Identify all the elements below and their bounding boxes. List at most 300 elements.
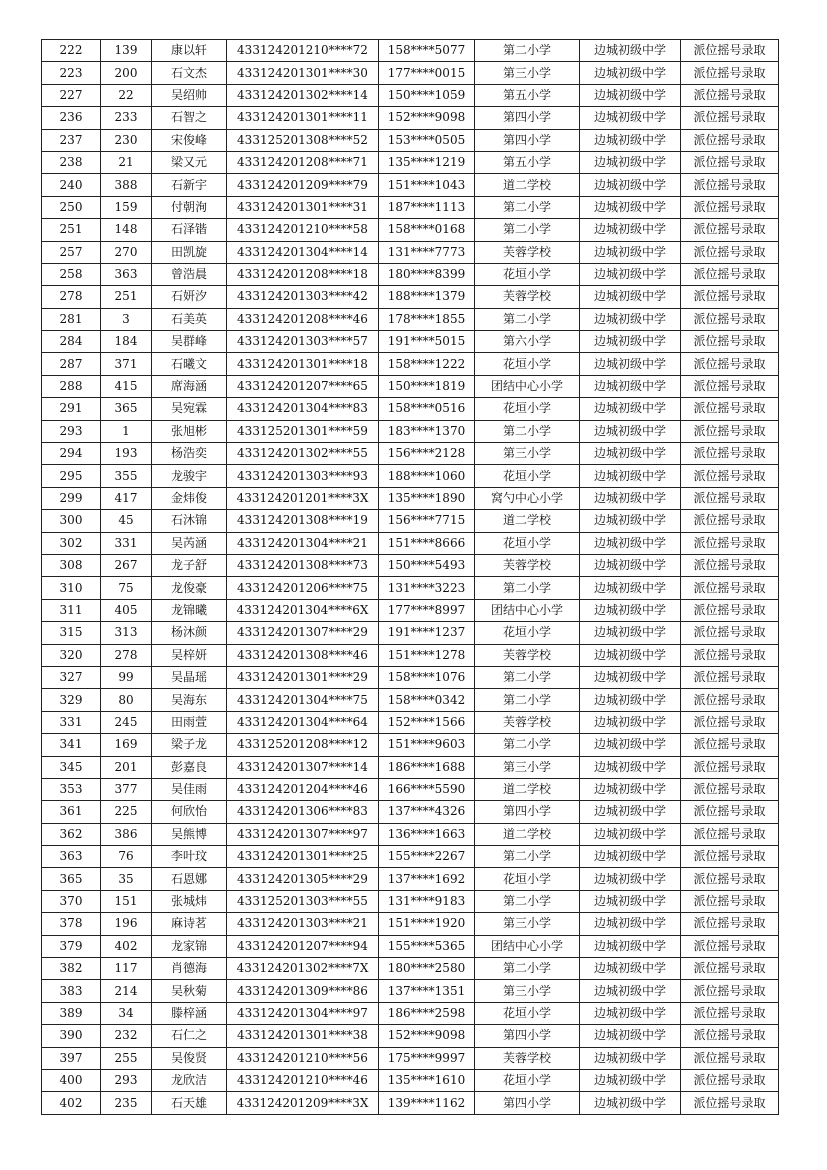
- id-number-cell: 433124201204****46: [227, 778, 379, 800]
- assigned-school-cell: 边城初级中学: [580, 980, 681, 1002]
- phone-cell: 153****0505: [379, 129, 475, 151]
- lottery-number-cell: 75: [101, 577, 152, 599]
- primary-school-cell: 芙蓉学校: [475, 644, 580, 666]
- id-number-cell: 433124201308****73: [227, 554, 379, 576]
- id-number-cell: 433124201304****6X: [227, 599, 379, 621]
- primary-school-cell: 第三小学: [475, 913, 580, 935]
- lottery-number-cell: 245: [101, 711, 152, 733]
- phone-cell: 166****5590: [379, 778, 475, 800]
- student-name-cell: 吴群峰: [152, 331, 227, 353]
- id-number-cell: 433124201303****21: [227, 913, 379, 935]
- admission-method-cell: 派位摇号录取: [681, 487, 779, 509]
- admission-method-cell: 派位摇号录取: [681, 958, 779, 980]
- table-row: [42, 510, 779, 532]
- lottery-number-cell: 139: [101, 40, 152, 62]
- primary-school-cell: 第三小学: [475, 980, 580, 1002]
- primary-school-cell: 道二学校: [475, 823, 580, 845]
- table-row: [42, 129, 779, 151]
- student-name-cell: 石恩娜: [152, 868, 227, 890]
- admission-method-cell: 派位摇号录取: [681, 823, 779, 845]
- lottery-number-cell: 293: [101, 1069, 152, 1091]
- primary-school-cell: 花垣小学: [475, 532, 580, 554]
- admission-method-cell: 派位摇号录取: [681, 689, 779, 711]
- primary-school-cell: 第五小学: [475, 84, 580, 106]
- primary-school-cell: 芙蓉学校: [475, 554, 580, 576]
- table-row: [42, 935, 779, 957]
- phone-cell: 150****1059: [379, 84, 475, 106]
- primary-school-cell: 花垣小学: [475, 353, 580, 375]
- assigned-school-cell: 边城初级中学: [580, 622, 681, 644]
- primary-school-cell: 团结中心小学: [475, 375, 580, 397]
- primary-school-cell: 第三小学: [475, 756, 580, 778]
- id-number-cell: 433124201301****11: [227, 107, 379, 129]
- admission-method-cell: 派位摇号录取: [681, 913, 779, 935]
- admission-method-cell: 派位摇号录取: [681, 308, 779, 330]
- id-number-cell: 433124201301****25: [227, 846, 379, 868]
- serial-cell: 353: [42, 778, 101, 800]
- phone-cell: 135****1890: [379, 487, 475, 509]
- serial-cell: 365: [42, 868, 101, 890]
- primary-school-cell: 花垣小学: [475, 263, 580, 285]
- serial-cell: 237: [42, 129, 101, 151]
- serial-cell: 223: [42, 62, 101, 84]
- phone-cell: 135****1219: [379, 151, 475, 173]
- id-number-cell: 433124201302****14: [227, 84, 379, 106]
- phone-cell: 178****1855: [379, 308, 475, 330]
- id-number-cell: 433124201307****29: [227, 622, 379, 644]
- primary-school-cell: 窝勺中心小学: [475, 487, 580, 509]
- assigned-school-cell: 边城初级中学: [580, 308, 681, 330]
- student-name-cell: 付朝洵: [152, 196, 227, 218]
- primary-school-cell: 花垣小学: [475, 868, 580, 890]
- serial-cell: 299: [42, 487, 101, 509]
- serial-cell: 389: [42, 1002, 101, 1024]
- phone-cell: 180****2580: [379, 958, 475, 980]
- assigned-school-cell: 边城初级中学: [580, 711, 681, 733]
- primary-school-cell: 第三小学: [475, 62, 580, 84]
- primary-school-cell: 第二小学: [475, 196, 580, 218]
- admission-method-cell: 派位摇号录取: [681, 532, 779, 554]
- primary-school-cell: 花垣小学: [475, 1069, 580, 1091]
- admission-method-cell: 派位摇号录取: [681, 711, 779, 733]
- assigned-school-cell: 边城初级中学: [580, 174, 681, 196]
- id-number-cell: 433124201210****56: [227, 1047, 379, 1069]
- lottery-number-cell: 1: [101, 420, 152, 442]
- lottery-number-cell: 270: [101, 241, 152, 263]
- serial-cell: 294: [42, 443, 101, 465]
- serial-cell: 291: [42, 398, 101, 420]
- phone-cell: 150****1819: [379, 375, 475, 397]
- admission-method-cell: 派位摇号录取: [681, 196, 779, 218]
- phone-cell: 137****1351: [379, 980, 475, 1002]
- serial-cell: 278: [42, 286, 101, 308]
- lottery-number-cell: 117: [101, 958, 152, 980]
- table-row: [42, 599, 779, 621]
- phone-cell: 155****5365: [379, 935, 475, 957]
- id-number-cell: 433124201201****3X: [227, 487, 379, 509]
- student-name-cell: 李叶玟: [152, 846, 227, 868]
- lottery-number-cell: 200: [101, 62, 152, 84]
- phone-cell: 131****7773: [379, 241, 475, 263]
- serial-cell: 281: [42, 308, 101, 330]
- table-row: [42, 241, 779, 263]
- assigned-school-cell: 边城初级中学: [580, 375, 681, 397]
- admission-method-cell: 派位摇号录取: [681, 846, 779, 868]
- admission-method-cell: 派位摇号录取: [681, 980, 779, 1002]
- assigned-school-cell: 边城初级中学: [580, 890, 681, 912]
- primary-school-cell: 第四小学: [475, 1092, 580, 1114]
- admission-method-cell: 派位摇号录取: [681, 622, 779, 644]
- serial-cell: 402: [42, 1092, 101, 1114]
- lottery-number-cell: 377: [101, 778, 152, 800]
- primary-school-cell: 第二小学: [475, 958, 580, 980]
- lottery-number-cell: 80: [101, 689, 152, 711]
- admission-method-cell: 派位摇号录取: [681, 935, 779, 957]
- lottery-number-cell: 201: [101, 756, 152, 778]
- id-number-cell: 433124201301****18: [227, 353, 379, 375]
- phone-cell: 156****2128: [379, 443, 475, 465]
- lottery-number-cell: 386: [101, 823, 152, 845]
- serial-cell: 300: [42, 510, 101, 532]
- table-row: [42, 868, 779, 890]
- lottery-number-cell: 355: [101, 465, 152, 487]
- serial-cell: 288: [42, 375, 101, 397]
- phone-cell: 151****9603: [379, 734, 475, 756]
- serial-cell: 315: [42, 622, 101, 644]
- serial-cell: 227: [42, 84, 101, 106]
- serial-cell: 284: [42, 331, 101, 353]
- admission-method-cell: 派位摇号录取: [681, 801, 779, 823]
- lottery-number-cell: 214: [101, 980, 152, 1002]
- lottery-number-cell: 22: [101, 84, 152, 106]
- table-row: [42, 420, 779, 442]
- admission-method-cell: 派位摇号录取: [681, 398, 779, 420]
- student-name-cell: 吴晶瑶: [152, 666, 227, 688]
- student-name-cell: 石智之: [152, 107, 227, 129]
- phone-cell: 177****8997: [379, 599, 475, 621]
- id-number-cell: 433124201303****42: [227, 286, 379, 308]
- serial-cell: 383: [42, 980, 101, 1002]
- serial-cell: 320: [42, 644, 101, 666]
- primary-school-cell: 团结中心小学: [475, 599, 580, 621]
- serial-cell: 382: [42, 958, 101, 980]
- table-row: [42, 913, 779, 935]
- admission-method-cell: 派位摇号录取: [681, 756, 779, 778]
- serial-cell: 397: [42, 1047, 101, 1069]
- phone-cell: 151****1043: [379, 174, 475, 196]
- serial-cell: 293: [42, 420, 101, 442]
- primary-school-cell: 芙蓉学校: [475, 711, 580, 733]
- student-name-cell: 吴宛霖: [152, 398, 227, 420]
- student-name-cell: 石曦文: [152, 353, 227, 375]
- serial-cell: 238: [42, 151, 101, 173]
- admission-method-cell: 派位摇号录取: [681, 331, 779, 353]
- table-row: [42, 577, 779, 599]
- lottery-number-cell: 405: [101, 599, 152, 621]
- id-number-cell: 433124201301****29: [227, 666, 379, 688]
- id-number-cell: 433124201304****97: [227, 1002, 379, 1024]
- table-row: [42, 487, 779, 509]
- student-name-cell: 麻诗茗: [152, 913, 227, 935]
- table-row: [42, 532, 779, 554]
- lottery-number-cell: 21: [101, 151, 152, 173]
- assigned-school-cell: 边城初级中学: [580, 487, 681, 509]
- student-name-cell: 田雨萱: [152, 711, 227, 733]
- admission-method-cell: 派位摇号录取: [681, 599, 779, 621]
- table-row: [42, 308, 779, 330]
- assigned-school-cell: 边城初级中学: [580, 734, 681, 756]
- id-number-cell: 433124201210****58: [227, 219, 379, 241]
- assigned-school-cell: 边城初级中学: [580, 443, 681, 465]
- student-name-cell: 吴秋菊: [152, 980, 227, 1002]
- admission-method-cell: 派位摇号录取: [681, 644, 779, 666]
- serial-cell: 327: [42, 666, 101, 688]
- lottery-number-cell: 255: [101, 1047, 152, 1069]
- lottery-number-cell: 233: [101, 107, 152, 129]
- serial-cell: 345: [42, 756, 101, 778]
- primary-school-cell: 团结中心小学: [475, 935, 580, 957]
- student-name-cell: 梁又元: [152, 151, 227, 173]
- table-row: [42, 151, 779, 173]
- admission-method-cell: 派位摇号录取: [681, 420, 779, 442]
- phone-cell: 158****0342: [379, 689, 475, 711]
- assigned-school-cell: 边城初级中学: [580, 263, 681, 285]
- id-number-cell: 433124201207****94: [227, 935, 379, 957]
- id-number-cell: 433124201302****7X: [227, 958, 379, 980]
- assigned-school-cell: 边城初级中学: [580, 1025, 681, 1047]
- id-number-cell: 433125201308****52: [227, 129, 379, 151]
- assigned-school-cell: 边城初级中学: [580, 420, 681, 442]
- phone-cell: 186****1688: [379, 756, 475, 778]
- serial-cell: 240: [42, 174, 101, 196]
- student-name-cell: 肖德海: [152, 958, 227, 980]
- assigned-school-cell: 边城初级中学: [580, 1002, 681, 1024]
- lottery-number-cell: 225: [101, 801, 152, 823]
- primary-school-cell: 第六小学: [475, 331, 580, 353]
- student-name-cell: 梁子龙: [152, 734, 227, 756]
- phone-cell: 136****1663: [379, 823, 475, 845]
- assigned-school-cell: 边城初级中学: [580, 823, 681, 845]
- admission-method-cell: 派位摇号录取: [681, 510, 779, 532]
- id-number-cell: 433124201304****75: [227, 689, 379, 711]
- id-number-cell: 433124201208****46: [227, 308, 379, 330]
- assigned-school-cell: 边城初级中学: [580, 577, 681, 599]
- phone-cell: 156****7715: [379, 510, 475, 532]
- lottery-number-cell: 169: [101, 734, 152, 756]
- student-name-cell: 张旭彬: [152, 420, 227, 442]
- student-name-cell: 石新宇: [152, 174, 227, 196]
- admission-method-cell: 派位摇号录取: [681, 1002, 779, 1024]
- lottery-number-cell: 267: [101, 554, 152, 576]
- admission-method-cell: 派位摇号录取: [681, 151, 779, 173]
- table-row: [42, 666, 779, 688]
- phone-cell: 187****1113: [379, 196, 475, 218]
- serial-cell: 331: [42, 711, 101, 733]
- serial-cell: 258: [42, 263, 101, 285]
- phone-cell: 152****9098: [379, 1025, 475, 1047]
- primary-school-cell: 道二学校: [475, 510, 580, 532]
- id-number-cell: 433124201301****30: [227, 62, 379, 84]
- student-name-cell: 曾浩晨: [152, 263, 227, 285]
- phone-cell: 131****3223: [379, 577, 475, 599]
- admission-method-cell: 派位摇号录取: [681, 734, 779, 756]
- phone-cell: 151****8666: [379, 532, 475, 554]
- phone-cell: 139****1162: [379, 1092, 475, 1114]
- admission-method-cell: 派位摇号录取: [681, 1047, 779, 1069]
- assigned-school-cell: 边城初级中学: [580, 129, 681, 151]
- lottery-number-cell: 232: [101, 1025, 152, 1047]
- phone-cell: 158****1222: [379, 353, 475, 375]
- phone-cell: 131****9183: [379, 890, 475, 912]
- student-name-cell: 吴佳雨: [152, 778, 227, 800]
- admission-method-cell: 派位摇号录取: [681, 554, 779, 576]
- serial-cell: 361: [42, 801, 101, 823]
- primary-school-cell: 第二小学: [475, 40, 580, 62]
- serial-cell: 390: [42, 1025, 101, 1047]
- table-row: [42, 196, 779, 218]
- serial-cell: 379: [42, 935, 101, 957]
- student-name-cell: 龙子舒: [152, 554, 227, 576]
- phone-cell: 151****1920: [379, 913, 475, 935]
- lottery-number-cell: 184: [101, 331, 152, 353]
- student-name-cell: 何欣怡: [152, 801, 227, 823]
- primary-school-cell: 第四小学: [475, 107, 580, 129]
- student-name-cell: 吴绍帅: [152, 84, 227, 106]
- table-row: [42, 219, 779, 241]
- phone-cell: 158****0516: [379, 398, 475, 420]
- student-name-cell: 金炜俊: [152, 487, 227, 509]
- student-name-cell: 龙锦曦: [152, 599, 227, 621]
- assigned-school-cell: 边城初级中学: [580, 689, 681, 711]
- id-number-cell: 433124201208****18: [227, 263, 379, 285]
- phone-cell: 158****1076: [379, 666, 475, 688]
- lottery-number-cell: 76: [101, 846, 152, 868]
- assigned-school-cell: 边城初级中学: [580, 219, 681, 241]
- phone-cell: 152****9098: [379, 107, 475, 129]
- table-row: [42, 756, 779, 778]
- admission-table-body: [42, 40, 779, 1115]
- lottery-number-cell: 331: [101, 532, 152, 554]
- table-row: [42, 1069, 779, 1091]
- phone-cell: 175****9997: [379, 1047, 475, 1069]
- table-row: [42, 465, 779, 487]
- table-row: [42, 353, 779, 375]
- id-number-cell: 433124201210****46: [227, 1069, 379, 1091]
- primary-school-cell: 第五小学: [475, 151, 580, 173]
- table-row: [42, 398, 779, 420]
- assigned-school-cell: 边城初级中学: [580, 465, 681, 487]
- lottery-number-cell: 278: [101, 644, 152, 666]
- assigned-school-cell: 边城初级中学: [580, 62, 681, 84]
- phone-cell: 135****1610: [379, 1069, 475, 1091]
- table-row: [42, 107, 779, 129]
- id-number-cell: 433124201304****83: [227, 398, 379, 420]
- admission-method-cell: 派位摇号录取: [681, 1092, 779, 1114]
- admission-method-cell: 派位摇号录取: [681, 129, 779, 151]
- student-name-cell: 张城炜: [152, 890, 227, 912]
- serial-cell: 329: [42, 689, 101, 711]
- table-row: [42, 263, 779, 285]
- assigned-school-cell: 边城初级中学: [580, 107, 681, 129]
- table-row: [42, 84, 779, 106]
- admission-method-cell: 派位摇号录取: [681, 465, 779, 487]
- primary-school-cell: 第三小学: [475, 443, 580, 465]
- admission-method-cell: 派位摇号录取: [681, 577, 779, 599]
- serial-cell: 236: [42, 107, 101, 129]
- student-name-cell: 宋俊峰: [152, 129, 227, 151]
- primary-school-cell: 花垣小学: [475, 1002, 580, 1024]
- table-row: [42, 443, 779, 465]
- phone-cell: 183****1370: [379, 420, 475, 442]
- assigned-school-cell: 边城初级中学: [580, 241, 681, 263]
- lottery-number-cell: 365: [101, 398, 152, 420]
- serial-cell: 250: [42, 196, 101, 218]
- phone-cell: 191****1237: [379, 622, 475, 644]
- phone-cell: 137****4326: [379, 801, 475, 823]
- table-row: [42, 846, 779, 868]
- primary-school-cell: 道二学校: [475, 174, 580, 196]
- table-row: [42, 62, 779, 84]
- lottery-number-cell: 230: [101, 129, 152, 151]
- lottery-number-cell: 151: [101, 890, 152, 912]
- student-name-cell: 吴海东: [152, 689, 227, 711]
- lottery-number-cell: 34: [101, 1002, 152, 1024]
- phone-cell: 158****0168: [379, 219, 475, 241]
- primary-school-cell: 花垣小学: [475, 465, 580, 487]
- primary-school-cell: 第二小学: [475, 734, 580, 756]
- id-number-cell: 433124201309****86: [227, 980, 379, 1002]
- admission-method-cell: 派位摇号录取: [681, 174, 779, 196]
- assigned-school-cell: 边城初级中学: [580, 846, 681, 868]
- primary-school-cell: 花垣小学: [475, 398, 580, 420]
- phone-cell: 152****1566: [379, 711, 475, 733]
- serial-cell: 251: [42, 219, 101, 241]
- student-name-cell: 彭嘉良: [152, 756, 227, 778]
- lottery-number-cell: 196: [101, 913, 152, 935]
- assigned-school-cell: 边城初级中学: [580, 398, 681, 420]
- serial-cell: 311: [42, 599, 101, 621]
- id-number-cell: 433124201302****55: [227, 443, 379, 465]
- primary-school-cell: 第二小学: [475, 890, 580, 912]
- assigned-school-cell: 边城初级中学: [580, 801, 681, 823]
- assigned-school-cell: 边城初级中学: [580, 913, 681, 935]
- serial-cell: 363: [42, 846, 101, 868]
- assigned-school-cell: 边城初级中学: [580, 554, 681, 576]
- table-row: [42, 689, 779, 711]
- admission-method-cell: 派位摇号录取: [681, 241, 779, 263]
- student-name-cell: 石仁之: [152, 1025, 227, 1047]
- assigned-school-cell: 边城初级中学: [580, 666, 681, 688]
- assigned-school-cell: 边城初级中学: [580, 196, 681, 218]
- table-row: [42, 1092, 779, 1114]
- id-number-cell: 433124201307****14: [227, 756, 379, 778]
- table-row: [42, 1025, 779, 1047]
- admission-method-cell: 派位摇号录取: [681, 778, 779, 800]
- id-number-cell: 433124201303****93: [227, 465, 379, 487]
- student-name-cell: 田凯旋: [152, 241, 227, 263]
- lottery-number-cell: 99: [101, 666, 152, 688]
- student-name-cell: 石沐锦: [152, 510, 227, 532]
- student-name-cell: 石妍汐: [152, 286, 227, 308]
- serial-cell: 310: [42, 577, 101, 599]
- serial-cell: 222: [42, 40, 101, 62]
- serial-cell: 400: [42, 1069, 101, 1091]
- lottery-number-cell: 313: [101, 622, 152, 644]
- phone-cell: 158****5077: [379, 40, 475, 62]
- id-number-cell: 433124201208****71: [227, 151, 379, 173]
- table-row: [42, 174, 779, 196]
- id-number-cell: 433124201306****83: [227, 801, 379, 823]
